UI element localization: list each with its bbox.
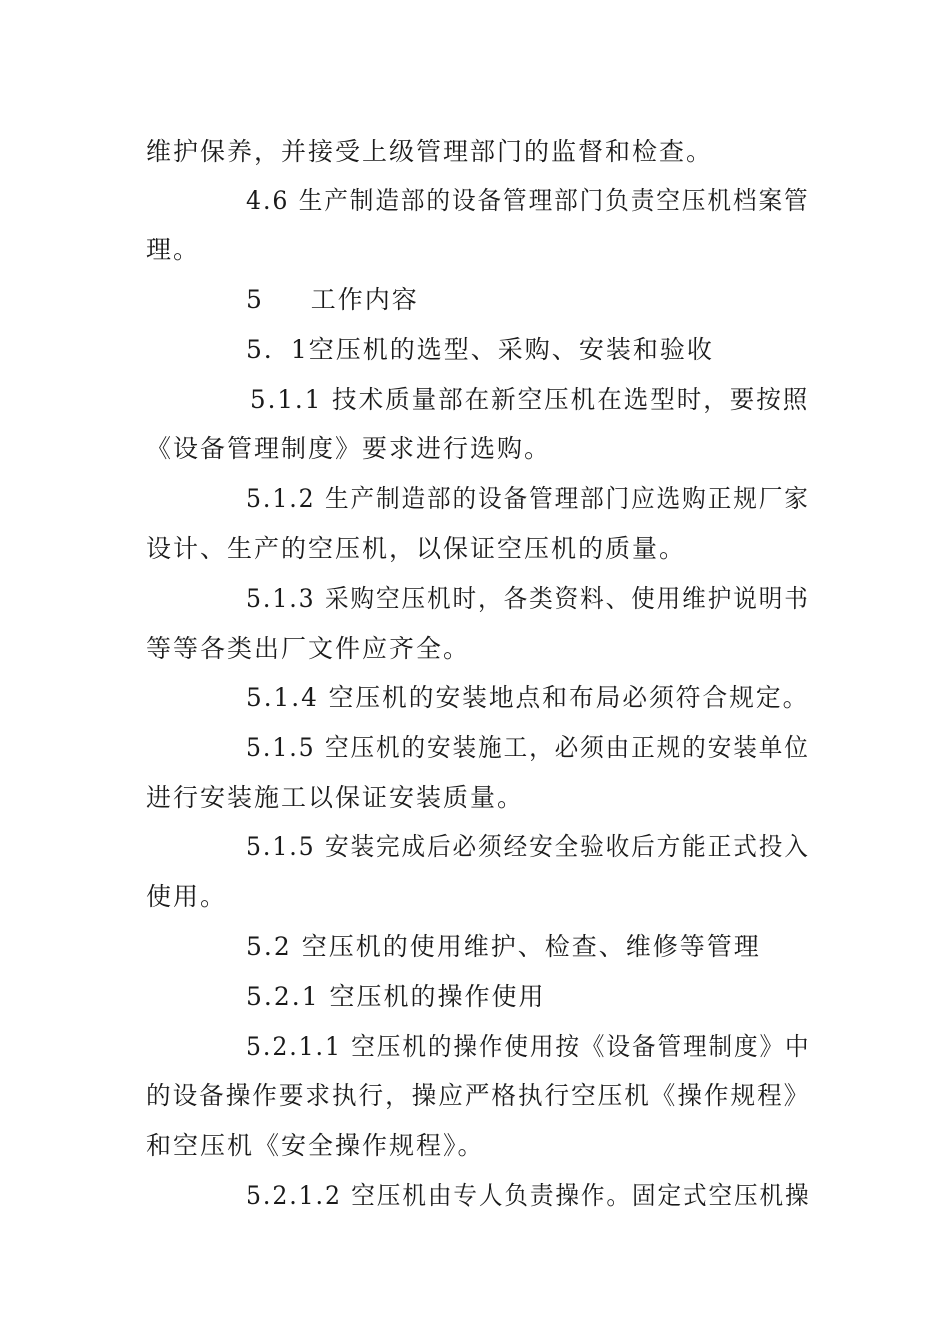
text-line: 5.1.3 采购空压机时，各类资料、使用维护说明书 — [246, 584, 810, 613]
section-heading: 5 工作内容 — [246, 285, 419, 314]
subsection-heading: 5.2.1 空压机的操作使用 — [246, 982, 546, 1011]
text-line: 5.1.5 安装完成后必须经安全验收后方能正式投入 — [246, 832, 810, 861]
text-line: 设计、生产的空压机，以保证空压机的质量。 — [146, 534, 687, 563]
text-line: 5.2.1.1 空压机的操作使用按《设备管理制度》中 — [246, 1032, 811, 1061]
subsection-heading: 5．1空压机的选型、采购、安装和验收 — [246, 335, 714, 364]
text-line: 5.1.4 空压机的安装地点和布局必须符合规定。 — [246, 683, 810, 712]
text-line: 的设备操作要求执行，操应严格执行空压机《操作规程》 — [146, 1081, 811, 1110]
text-line: 和空压机《安全操作规程》。 — [146, 1131, 485, 1160]
text-line: 4.6 生产制造部的设备管理部门负责空压机档案管 — [246, 186, 810, 215]
text-line: 5.1.2 生产制造部的设备管理部门应选购正规厂家 — [246, 484, 810, 513]
text-line: 等等各类出厂文件应齐全。 — [146, 634, 471, 663]
text-line: 5.1.1 技术质量部在新空压机在选型时，要按照 — [250, 385, 810, 414]
subsection-heading: 5.2 空压机的使用维护、检查、维修等管理 — [246, 932, 761, 961]
text-line: 理。 — [146, 235, 201, 264]
text-line: 使用。 — [146, 882, 228, 911]
text-line: 《设备管理制度》要求进行选购。 — [146, 434, 552, 463]
text-line: 进行安装施工以保证安装质量。 — [146, 783, 525, 812]
text-line: 5.1.5 空压机的安装施工，必须由正规的安装单位 — [246, 733, 810, 762]
text-line: 维护保养，并接受上级管理部门的监督和检查。 — [146, 137, 714, 166]
text-line: 5.2.1.2 空压机由专人负责操作。固定式空压机操 — [246, 1181, 811, 1210]
